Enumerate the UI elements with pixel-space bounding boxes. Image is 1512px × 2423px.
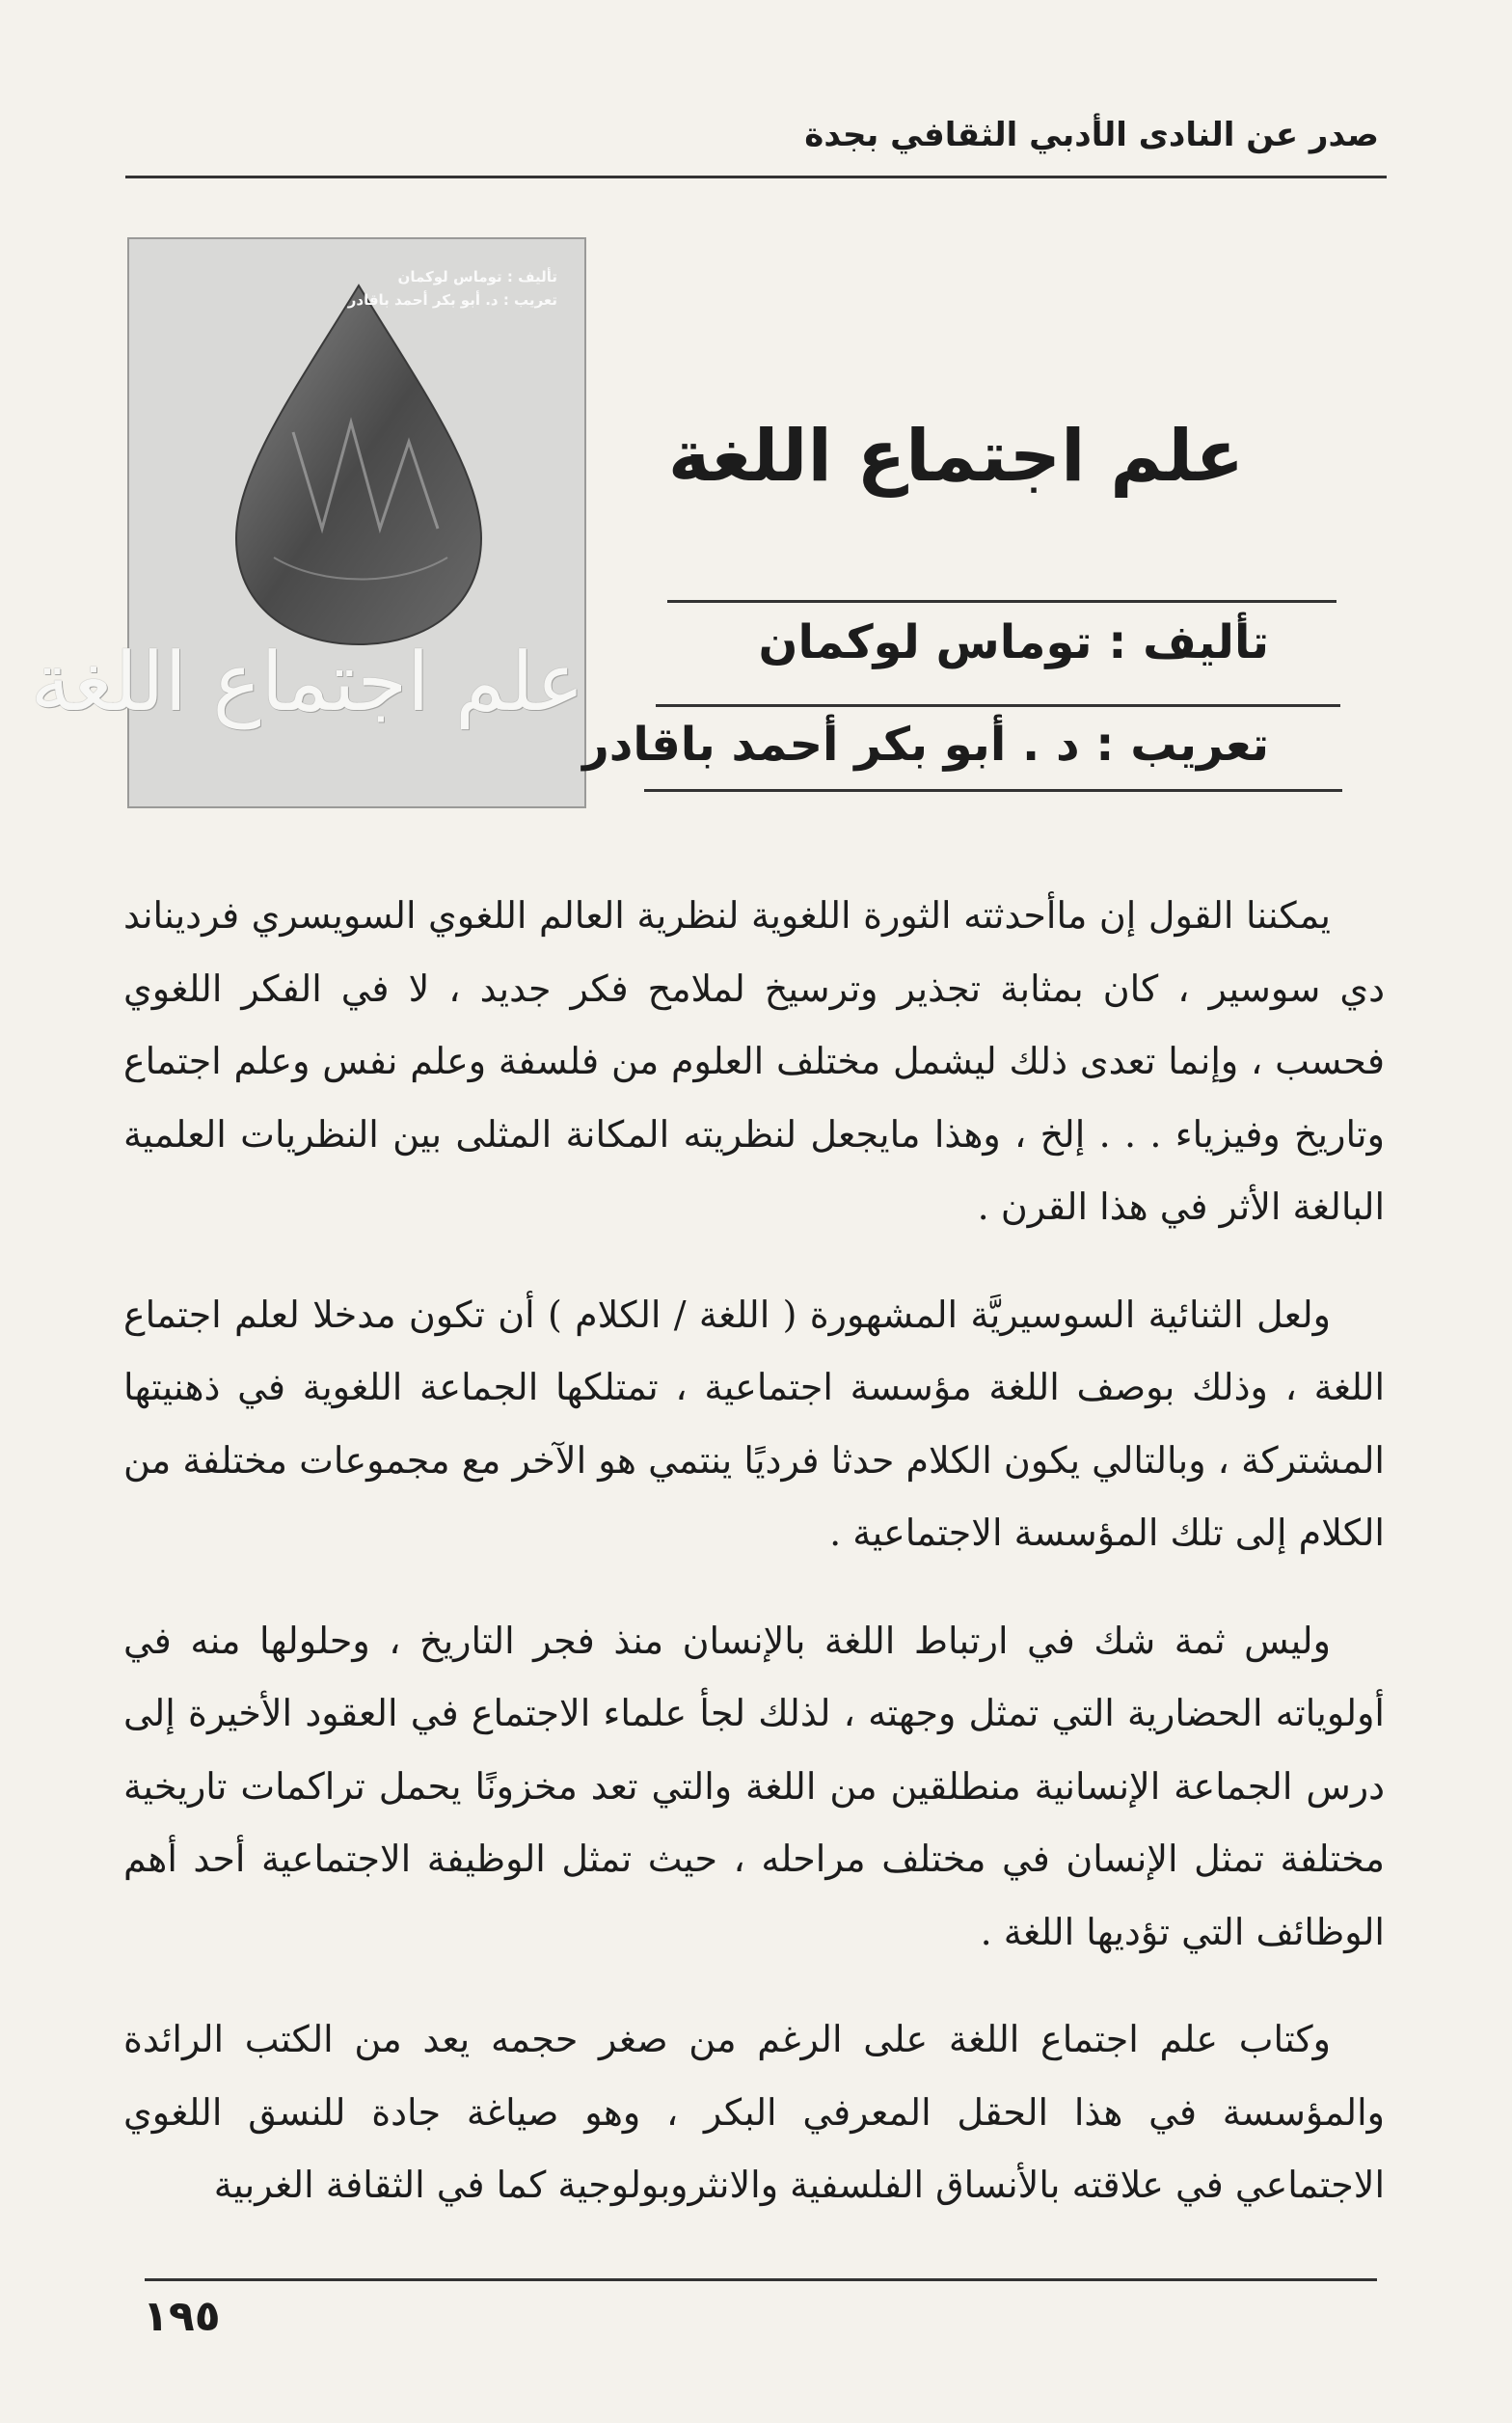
cover-author-credit: تأليف : توماس لوكمان	[397, 268, 557, 286]
page-number: ١٩٥	[143, 2292, 221, 2341]
title-rule-middle	[656, 704, 1340, 707]
header-rule	[125, 176, 1387, 178]
paragraph-3: وليس ثمة شك في ارتباط اللغة بالإنسان منذ فجر التاريخ ، وحلولها منه في أولوياته الحضارية التي تمثل وجهته ، لذلك لجأ علماء الاجتماع في العقود الأخيرة إلى درس الجماعة الإنسانية منطلقين من اللغة والتي تعد مخزونًا يحمل تراكمات تاريخية مختلفة تمثل الإنسان في مختلف مراحله ، حيث تمثل الوظيفة الاجتماعية أحد أهم الوظائف التي تؤديها اللغة .	[123, 1619, 1385, 1953]
footer-rule	[145, 2278, 1377, 2281]
book-title: علم اجتماع اللغة	[667, 415, 1244, 498]
paragraph-1: يمكننا القول إن ماأحدثته الثورة اللغوية لنظرية العالم اللغوي السويسري فرديناند دي سوسير ، كان بمثابة تجذير وترسيخ لملامح فكر جديد ، لا في الفكر اللغوي فحسب ، وإنما تعدى ذلك ليشمل مختلف العلوم من فلسفة وعلم نفس وعلم اجتماع وتاريخ وفيزياء . . . إلخ ، وهذا مايجعل لنظريته المكانة المثلى بين النظريات العلمية البالغة الأثر في هذا القرن .	[123, 894, 1385, 1228]
article-body	[123, 880, 1385, 2257]
paragraph-4: وكتاب علم اجتماع اللغة على الرغم من صغر حجمه يعد من الكتب الرائدة والمؤسسة في هذا الحقل المعرفي البكر ، وهو صياغة جادة للنسق اللغوي الاجتماعي في علاقته بالأنساق الفلسفية والانثروبولوجية كما في الثقافة الغربية	[123, 2018, 1385, 2206]
paragraph-2: ولعل الثنائية السوسيريَّة المشهورة ( اللغة / الكلام ) أن تكون مدخلا لعلم اجتماع اللغة ، وذلك بوصف اللغة مؤسسة اجتماعية ، تمتلكها الجماعة اللغوية في ذهنيتها المشتركة ، وبالتالي يكون الكلام حدثا فرديًا ينتمي هو الآخر مع مجموعات مختلفة من الكلام إلى تلك المؤسسة الاجتماعية .	[123, 1293, 1385, 1554]
cover-title: علم اجتماع اللغة	[30, 635, 584, 729]
title-rule-top	[667, 600, 1336, 603]
cover-translator-credit: تعريب : د. أبو بكر أحمد باقادر	[347, 291, 557, 309]
author-credit: تأليف : توماس لوكمان	[758, 615, 1269, 669]
book-cover-image	[30, 237, 586, 808]
translator-credit: تعريب : د . أبو بكر أحمد باقادر	[582, 718, 1269, 772]
title-rule-bottom	[644, 789, 1342, 792]
running-header: صدر عن النادى الأدبي الثقافي بجدة	[804, 116, 1379, 154]
